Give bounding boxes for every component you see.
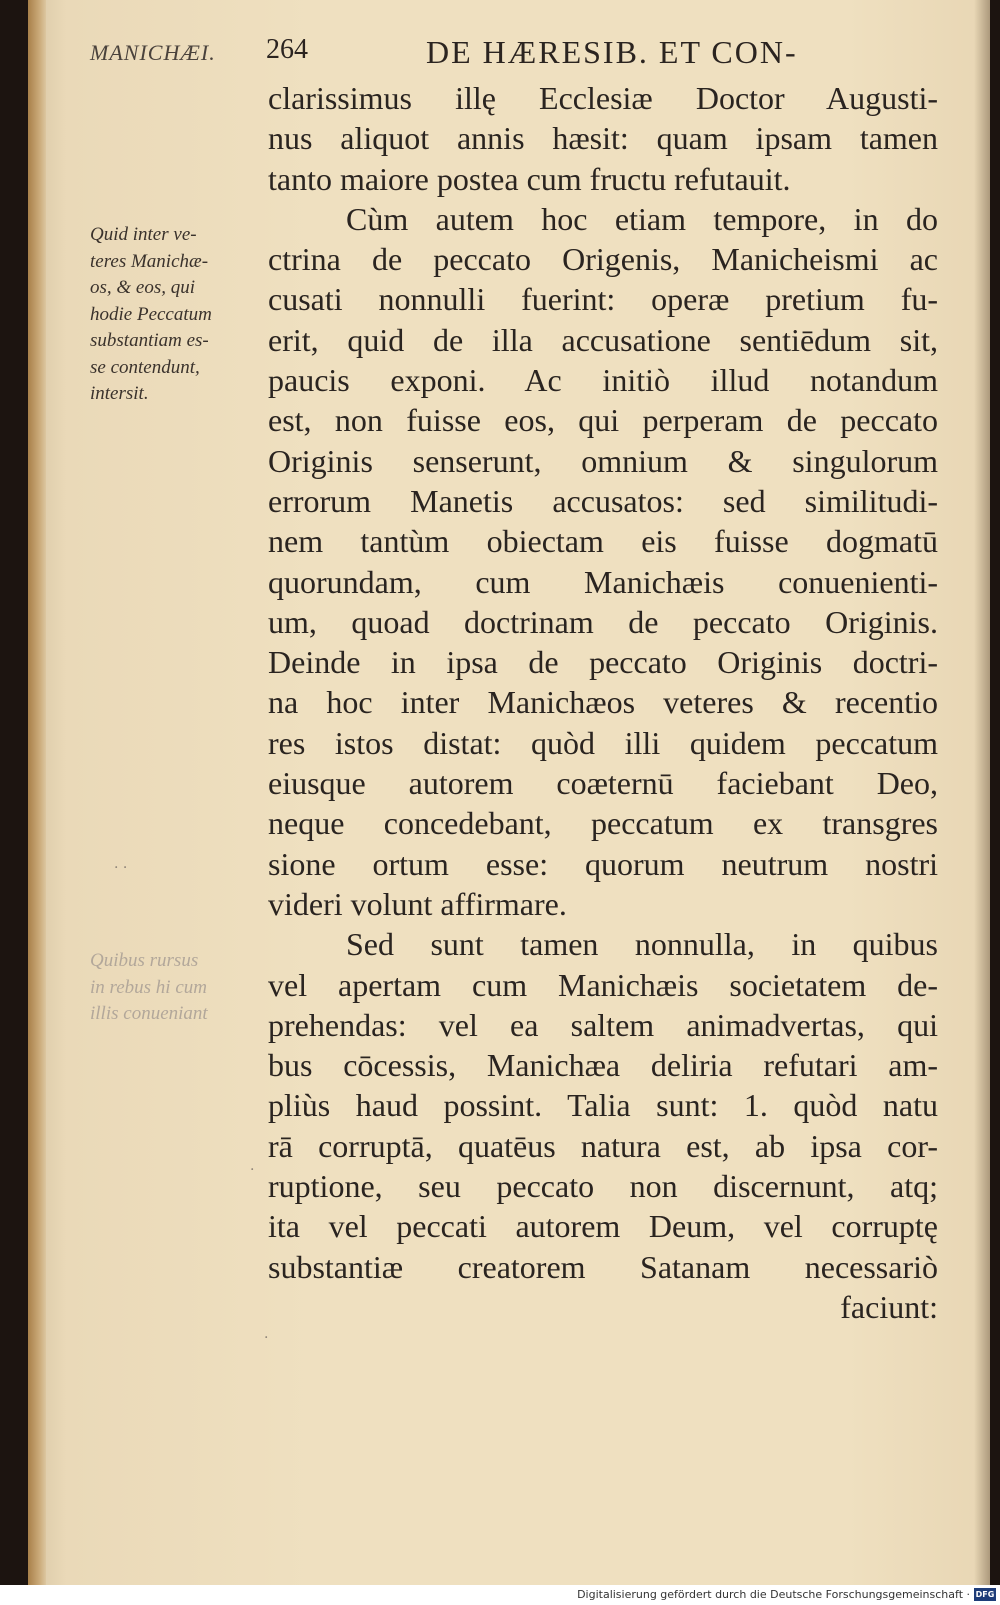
text-line: neque concedebant, peccatum ex transgres [268,805,938,842]
footer-credit: Digitalisierung gefördert durch die Deutsche Forschungsgemeinschaft · [577,1588,970,1601]
text-line: substantiæ creatorem Satanam necessariò [268,1248,938,1285]
ink-speck: · · [114,860,128,876]
text-line: pliùs haud possint. Talia sunt: 1. quòd natu [268,1087,938,1124]
marginal-note-line: in rebus hi cum [90,976,207,998]
text-line: tanto maiore postea cum fructu refutauit. [268,160,791,197]
text-line: Deinde in ipsa de peccato Originis doctri- [268,644,938,681]
marginal-note-1 [90,222,260,408]
main-text [268,78,938,1327]
marginal-note-line: os, & eos, qui [90,277,196,298]
text-line: nus aliquot annis hæsit: quam ipsam tamen [268,120,938,157]
text-line: vel apertam cum Manichæis societatem de- [268,966,938,1003]
ink-speck: · [264,1330,269,1346]
text-line: prehendas: vel ea saltem animadvertas, qui [268,1006,938,1043]
marginal-note-line: se contendunt, [90,356,200,378]
text-line: ita vel peccati autorem Deum, vel corruptę [268,1208,938,1245]
text-line: eiusque autorem coæternū faciebant Deo, [268,765,938,802]
page-gutter [28,0,46,1585]
text-line: cusati nonnulli fuerint: operæ pretium fu- [268,281,938,318]
text-line: um, quoad doctrinam de peccato Originis. [268,603,938,640]
book-page [28,0,990,1585]
catchword: faciunt: [840,1288,938,1325]
text-line: videri volunt affirmare. [268,885,567,922]
page-number: 264 [266,34,308,65]
running-head [90,34,970,74]
text-line: Originis senserunt, omnium & singulorum [268,442,938,479]
footer-bar [0,1585,1000,1605]
text-line: bus cōcessis, Manichæa deliria refutari am- [268,1047,938,1084]
text-line: quorundam, cum Manichæis conuenienti- [268,563,938,600]
text-line: clarissimus illę Ecclesiæ Doctor Augusti- [268,80,938,116]
marginal-note-line: Quid inter ve- [90,224,197,245]
text-line: na hoc inter Manichæos veteres & recentio [268,684,938,721]
text-line: paucis exponi. Ac initiò illud notandum [268,362,938,399]
text-line: est, non fuisse eos, qui perperam de peccato [268,402,938,439]
marginal-note-line: Quibus rursus [90,950,199,971]
text-line: Sed sunt tamen nonnulla, in quibus [346,926,938,963]
text-line: errorum Manetis accusatos: sed similitudi- [268,482,938,519]
ink-speck: · [250,1162,255,1178]
marginal-note-line: teres Manichæ- [90,250,209,272]
marginal-note-line: substantiam es- [90,330,209,351]
text-line: erit, quid de illa accusatione sentiēdum sit, [268,321,938,358]
text-line: Cùm autem hoc etiam tempore, in do [346,200,938,237]
running-head-left: MANICHÆI. [90,40,216,65]
text-line: res istos distat: quòd illi quidem peccatum [268,724,938,761]
page-edge-shadow [974,0,990,1585]
marginal-note-line: illis conueniant [90,1003,208,1024]
text-line: ctrina de peccato Origenis, Manicheismi ac [268,241,938,278]
text-line: sione ortum esse: quorum neutrum nostri [268,845,938,882]
running-head-title: DE HÆRESIB. ET CON- [426,34,798,70]
marginal-note-line: intersit. [90,383,149,404]
marginal-note-2 [90,948,260,1028]
text-line: nem tantùm obiectam eis fuisse dogmatū [268,523,938,560]
text-line: ruptione, seu peccato non discernunt, atq; [268,1168,938,1205]
marginal-note-line: hodie Peccatum [90,303,212,325]
text-line: rā corruptā, quatēus natura est, ab ipsa cor- [268,1127,938,1164]
dfg-logo-icon: DFG [975,1590,995,1599]
